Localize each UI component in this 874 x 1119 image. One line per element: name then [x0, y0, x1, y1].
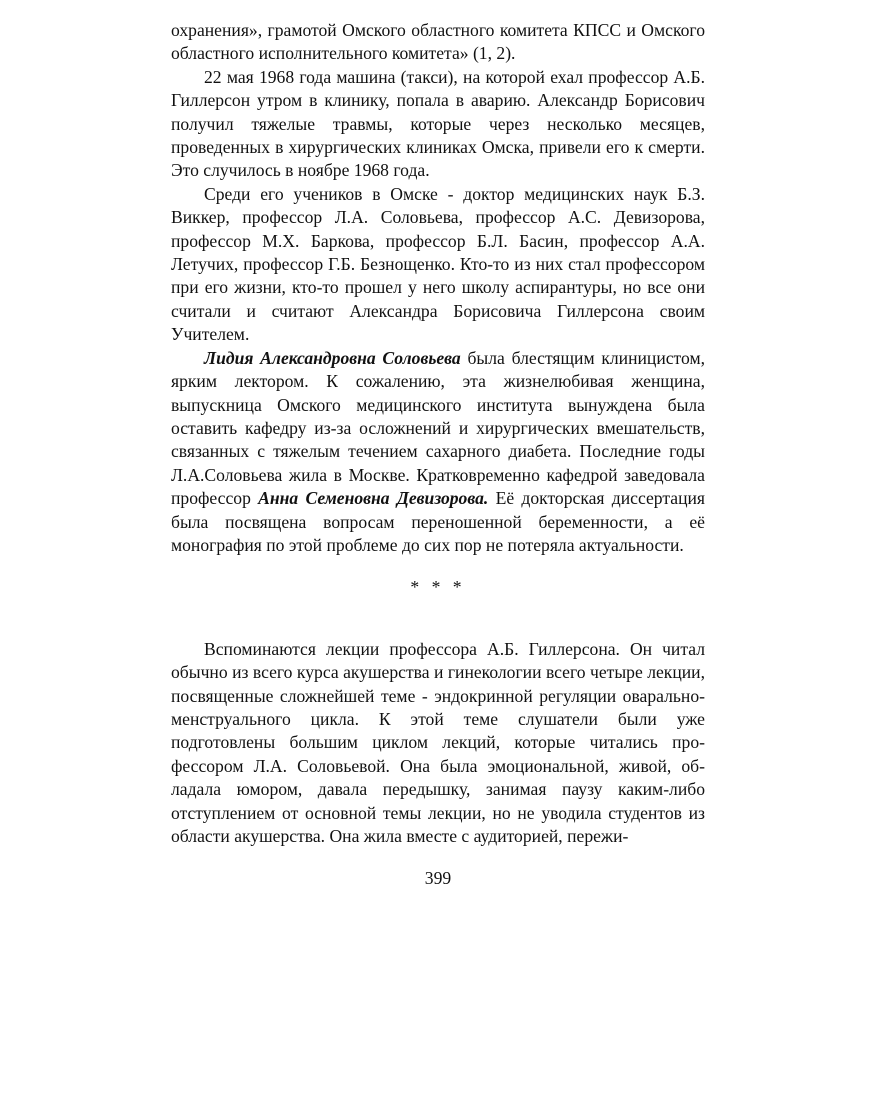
paragraph-3: Среди его учеников в Омске - доктор медицинских наук Б.З. Виккер, профессор Л.А. Соловьева, профессор А.С. Девизорова, профессор М.Х. Баркова, профессор Б.Л. Басин, профессор А.А. Летучих, профессор Г.Б. Безнощенко. Кто-то из них стал профессором при его жизни, кто-то прошел у него школу аспирантуры, но все они считали и считают Александра Борисовича Гиллерсона своим Учителем.: [171, 183, 705, 345]
paragraph-2: 22 мая 1968 года машина (такси), на которой ехал профессор А.Б. Гиллерсон утром в клинику, попала в аварию. Александр Борисович получил тяжелые травмы, которые через несколько месяцев, проведенных в хирургических клиниках Омска, привели его к смерти. Это случилось в ноябре 1968 года.: [171, 66, 705, 181]
person-name-soloveva: Лидия Александровна Соловьева: [204, 347, 461, 368]
person-name-devizorova: Анна Семеновна Девизорова.: [258, 488, 489, 509]
paragraph-4-text-1: была блестящим клиницистом, ярким лектором. К сожалению, эта жизнелюбивая женщина, выпускница Омского медицинского института вынуждена была оставить кафедру из-за осложнений и хирургических вмешательств, связанных с тяжелым течением сахарного диабета. Последние годы Л.А.Соловьева жила в Москве. Кратковременно кафедрой заведовала профессор: [171, 347, 706, 509]
paragraph-4: [171, 347, 705, 558]
paragraph-5: Вспоминаются лекции профессора А.Б. Гиллерсона. Он читал обычно из всего курса акушерства и гинекологии всего четыре лекции, посвященные сложнейшей теме - эндокринной регуляции оварально-менструального цикла. К этой теме слушатели были уже подготовлены большим циклом лекций, которые читались профессором Л.А. Соловьевой. Она была эмоциональной, живой, обладала юмором, давала передышку, занимая паузу каким-либо отступлением от основной темы лекции, но не уводила студентов из области акушерства. Она жила вместе с аудиторией, пережи-: [171, 638, 705, 846]
page-text: [171, 19, 705, 848]
paragraph-1: охранения», грамотой Омского областного комитета КПСС и Омского областного исполнительного комитета» (1, 2).: [171, 20, 705, 64]
paragraph-4-text-2: Её докторская диссертация была посвящена вопросам переношенной беременности, а её монография по этой проблеме до сих пор не потеряла актуальности.: [171, 488, 705, 555]
page-number: 399: [424, 868, 452, 888]
section-separator: * * *: [410, 577, 466, 598]
